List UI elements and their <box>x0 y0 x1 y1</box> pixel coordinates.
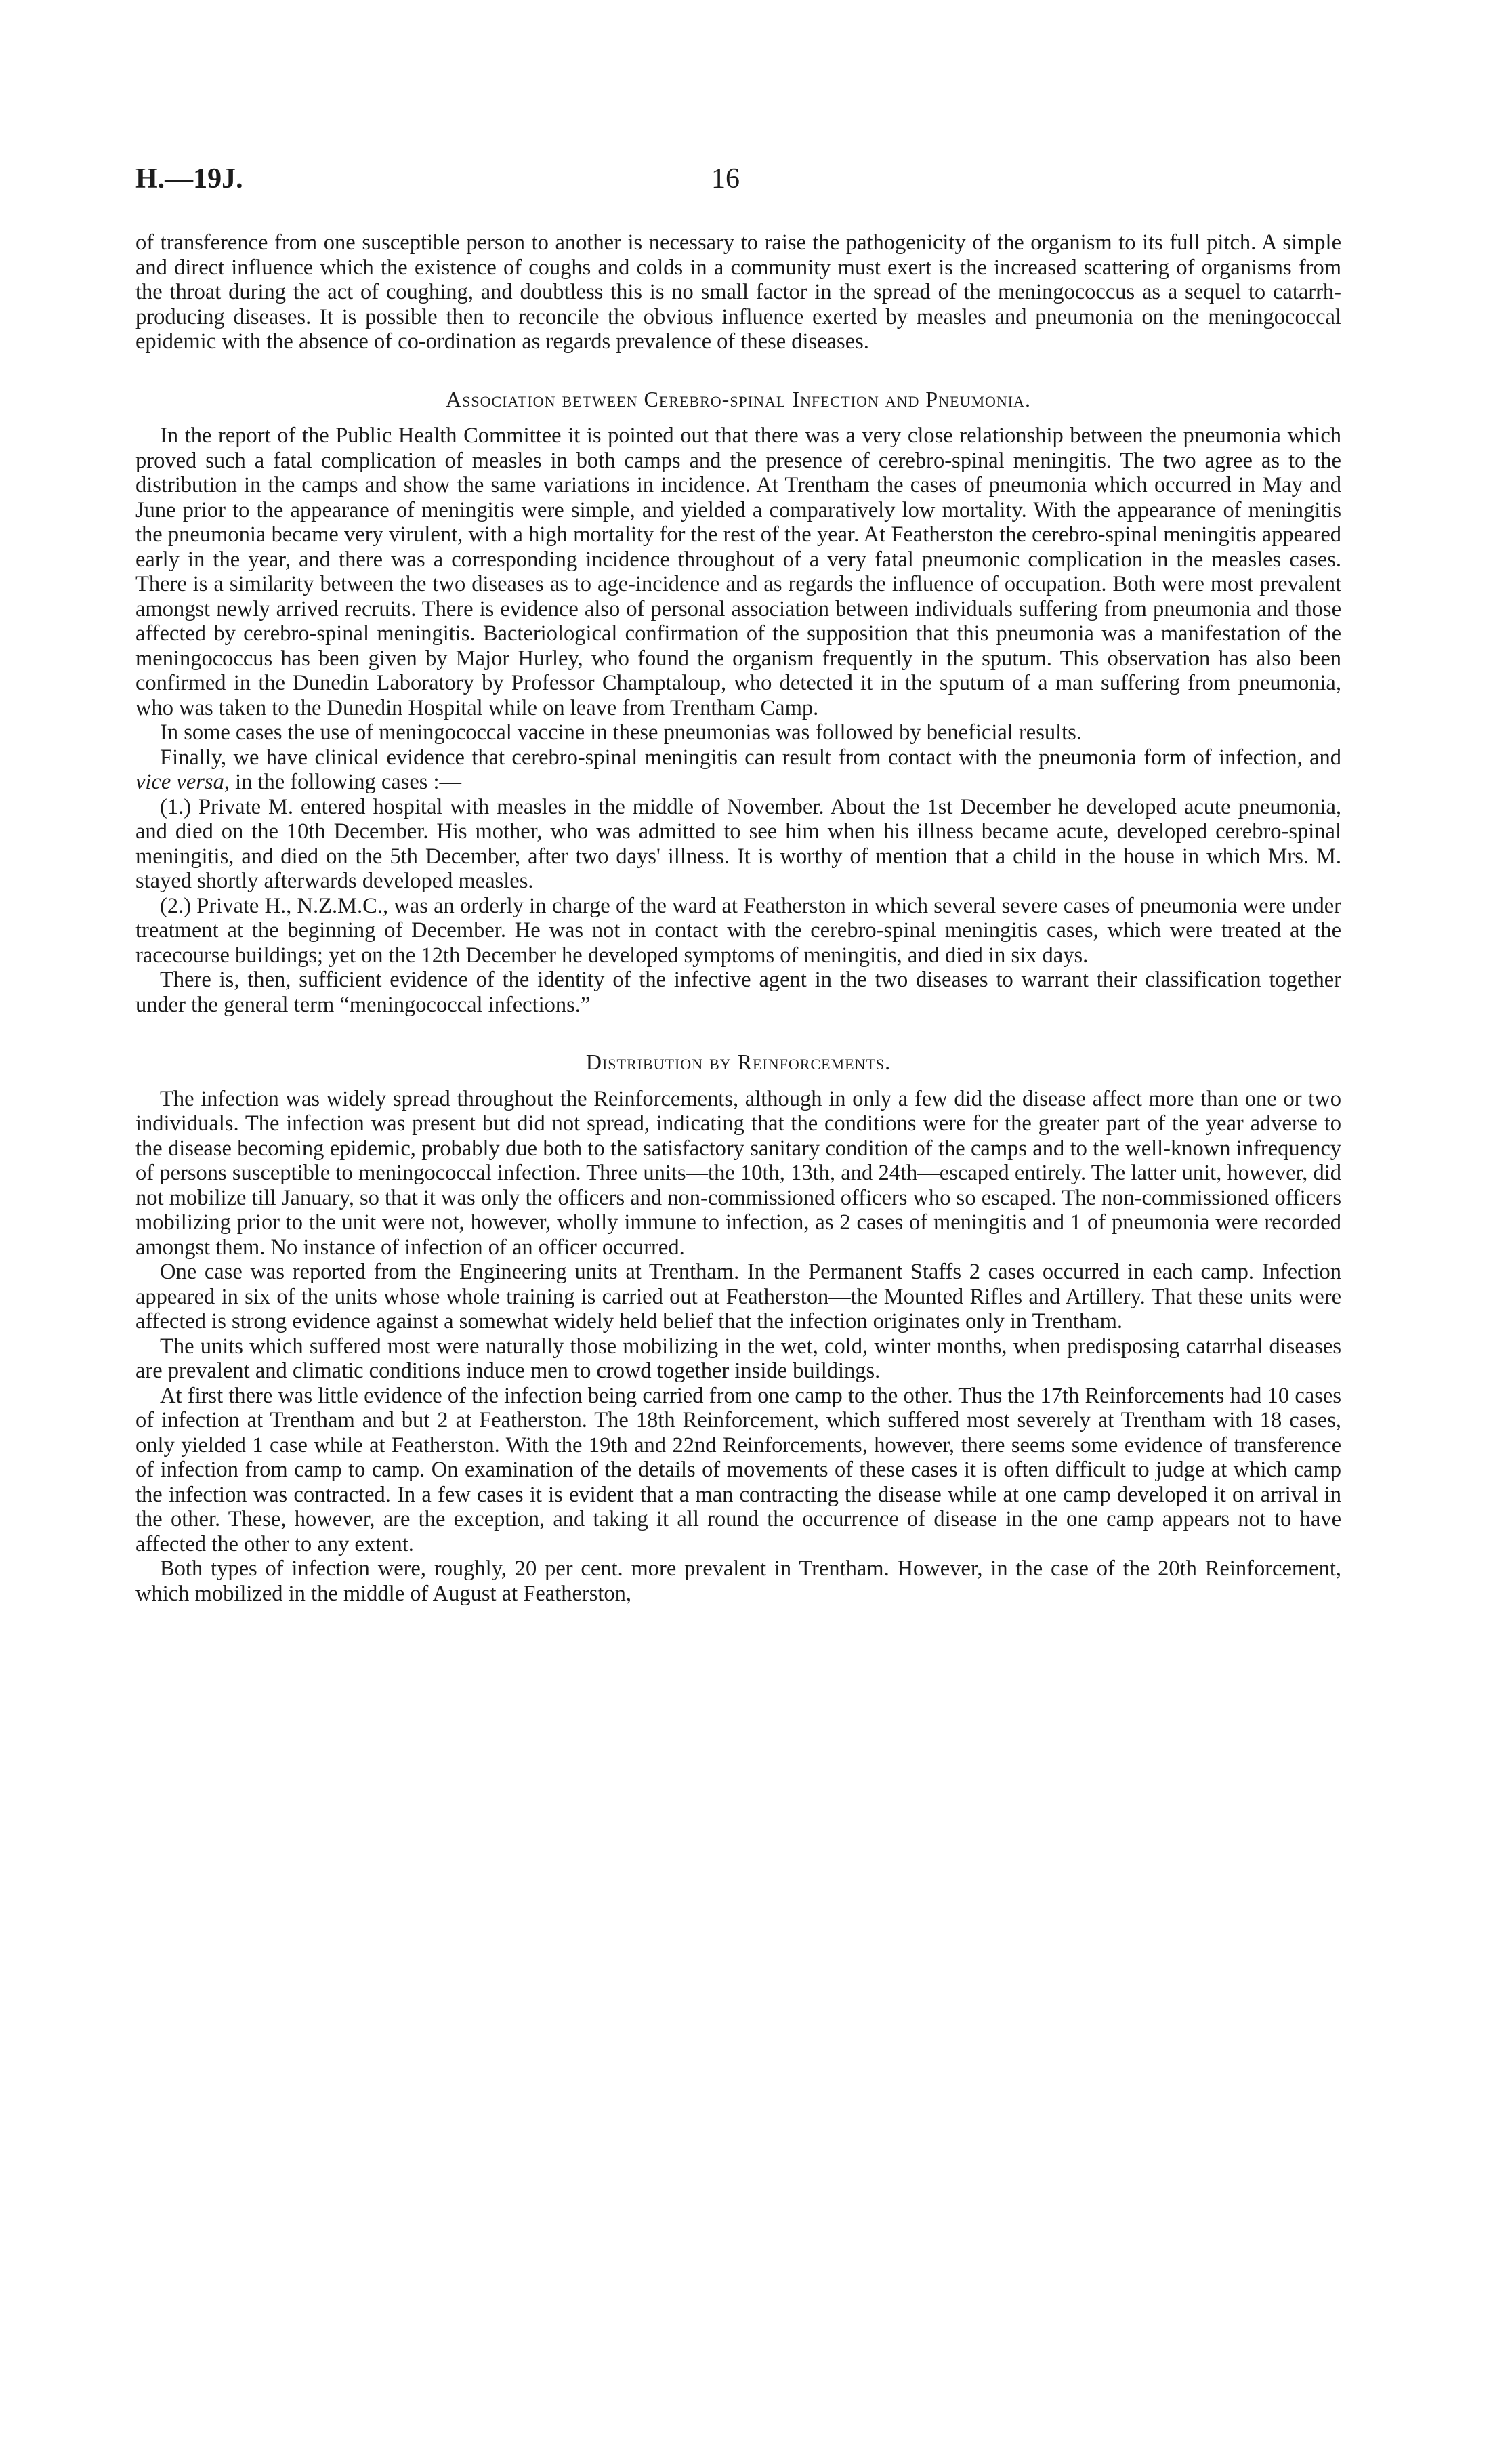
paragraph: There is, then, sufficient evidence of the identity of the infective agent in the two diseases to warrant their classification together under the general term “meningococcal infections.” <box>135 968 1341 1017</box>
case-1-paragraph: (1.) Private M. entered hospital with measles in the middle of November. About the 1st December he developed acute pneumonia, and died on the 10th December. His mother, who was admitted to see him when his illness became acute, developed cerebro-spinal meningitis, and died on the 5th December, after two days' illness. It is worthy of mention that a child in the house in which Mrs. M. stayed shortly afterwards developed measles. <box>135 794 1341 893</box>
paragraph: The units which suffered most were naturally those mobilizing in the wet, cold, winter months, when predisposing catarrhal diseases are prevalent and climatic conditions induce men to crowd together inside buildings. <box>135 1334 1341 1383</box>
text-run: Finally, we have clinical evidence that cerebro-spinal meningitis can result from contact with the pneumonia form of infection, and <box>160 745 1341 770</box>
text-run: , in the following cases :— <box>224 770 462 794</box>
paragraph: In the report of the Public Health Committee it is pointed out that there was a very close relationship between the pneumonia which proved such a fatal complication of measles in both camps and the presence of cerebro-spinal meningitis. The two agree as to the distribution in the camps and show the same variations in incidence. At Trentham the cases of pneumonia which occurred in May and June prior to the appearance of meningitis were simple, and yielded a comparatively low mortality. With the appearance of meningitis the pneumonia became very virulent, with a high mortality for the rest of the year. At Featherston the cerebro-spinal meningitis appeared early in the year, and there was a corresponding incidence throughout of a very fatal pneumonic complication in the measles cases. There is a similarity between the two diseases as to age-incidence and as regards the influence of occupation. Both were most prevalent amongst newly arrived recruits. There is evidence also of personal association between individuals suffering from pneumonia and those affected by cerebro-spinal meningitis. Bacteriological confirmation of the supposition that this pneumonia was a manifestation of the meningococcus has been given by Major Hurley, who found the organism frequently in the sputum. This observation has also been confirmed in the Dunedin Laboratory by Professor Champtaloup, who detected it in the sputum of a man suffering from pneumonia, who was taken to the Dunedin Hospital while on leave from Trentham Camp. <box>135 424 1341 720</box>
paragraph: Both types of infection were, roughly, 20 per cent. more prevalent in Trentham. However, in the case of the 20th Reinforcement, which mobilized in the middle of August at Featherston, <box>135 1556 1341 1606</box>
paragraph: One case was reported from the Engineering units at Trentham. In the Permanent Staffs 2 cases occurred in each camp. Infection appeared in six of the units whose whole training is carried out at Featherston—the Mounted Rifles and Artillery. That these units were affected is strong evidence against a somewhat widely held belief that the infection originates only in Trentham. <box>135 1260 1341 1334</box>
case-2-paragraph: (2.) Private H., N.Z.M.C., was an orderly in charge of the ward at Featherston in which several severe cases of pneumonia were under treatment at the beginning of December. He was not in contact with the cerebro-spinal meningitis cases, which were treated at the racecourse buildings; yet on the 12th December he developed symptoms of meningitis, and died in six days. <box>135 893 1341 968</box>
paragraph-clinical-evidence <box>135 745 1341 795</box>
page-header <box>135 163 1341 203</box>
intro-paragraph: of transference from one susceptible person to another is necessary to raise the pathogenicity of the organism to its full pitch. A simple and direct influence which the existence of coughs and colds in a community must exert is the increased scattering of organisms from the throat during the act of coughing, and doubtless this is no small factor in the spread of the meningococcus as a sequel to catarrh-producing diseases. It is possible then to reconcile the obvious influence exerted by measles and pneumonia on the meningococcal epidemic with the absence of co-ordination as regards prevalence of these diseases. <box>135 230 1341 354</box>
section-heading-reinforcements: Distribution by Reinforcements. <box>585 1050 891 1074</box>
italic-text: vice versa <box>135 770 224 794</box>
page-body <box>135 230 1341 1606</box>
paragraph: In some cases the use of meningococcal vaccine in these pneumonias was followed by beneficial results. <box>160 720 1082 745</box>
paragraph: At first there was little evidence of the infection being carried from one camp to the other. Thus the 17th Reinforcements had 10 cases of infection at Trentham and but 2 at Featherston. The 18th Reinforcement, which suffered most severely at Trentham with 18 cases, only yielded 1 case while at Featherston. With the 19th and 22nd Reinforcements, however, there seems some evidence of transference of infection from camp to camp. On examination of the details of movements of these cases it is often difficult to judge at which camp the infection was contracted. In a few cases it is evident that a man contracting the disease while at one camp developed it on arrival in the other. These, however, are the exception, and taking it all round the occurrence of disease in the one camp appears not to have affected the other to any extent. <box>135 1383 1341 1556</box>
paragraph: The infection was widely spread throughout the Reinforcements, although in only a few did the disease affect more than one or two individuals. The infection was present but did not spread, indicating that the conditions were for the greater part of the year adverse to the disease becoming epidemic, probably due both to the satisfactory sanitary condition of the camps and to the well-known infrequency of persons susceptible to meningococcal infection. Three units—the 10th, 13th, and 24th—escaped entirely. The latter unit, however, did not mobilize till January, so that it was only the officers and non-commissioned officers who so escaped. The non-commissioned officers mobilizing prior to the unit were not, however, wholly immune to infection, as 2 cases of meningitis and 1 of pneumonia were recorded amongst them. No instance of infection of an officer occurred. <box>135 1086 1341 1260</box>
section-heading-pneumonia: Association between Cerebro-spinal Infection and Pneumonia. <box>446 386 1031 411</box>
document-reference: H.—19J. <box>135 163 243 194</box>
page-number: 16 <box>711 163 740 194</box>
